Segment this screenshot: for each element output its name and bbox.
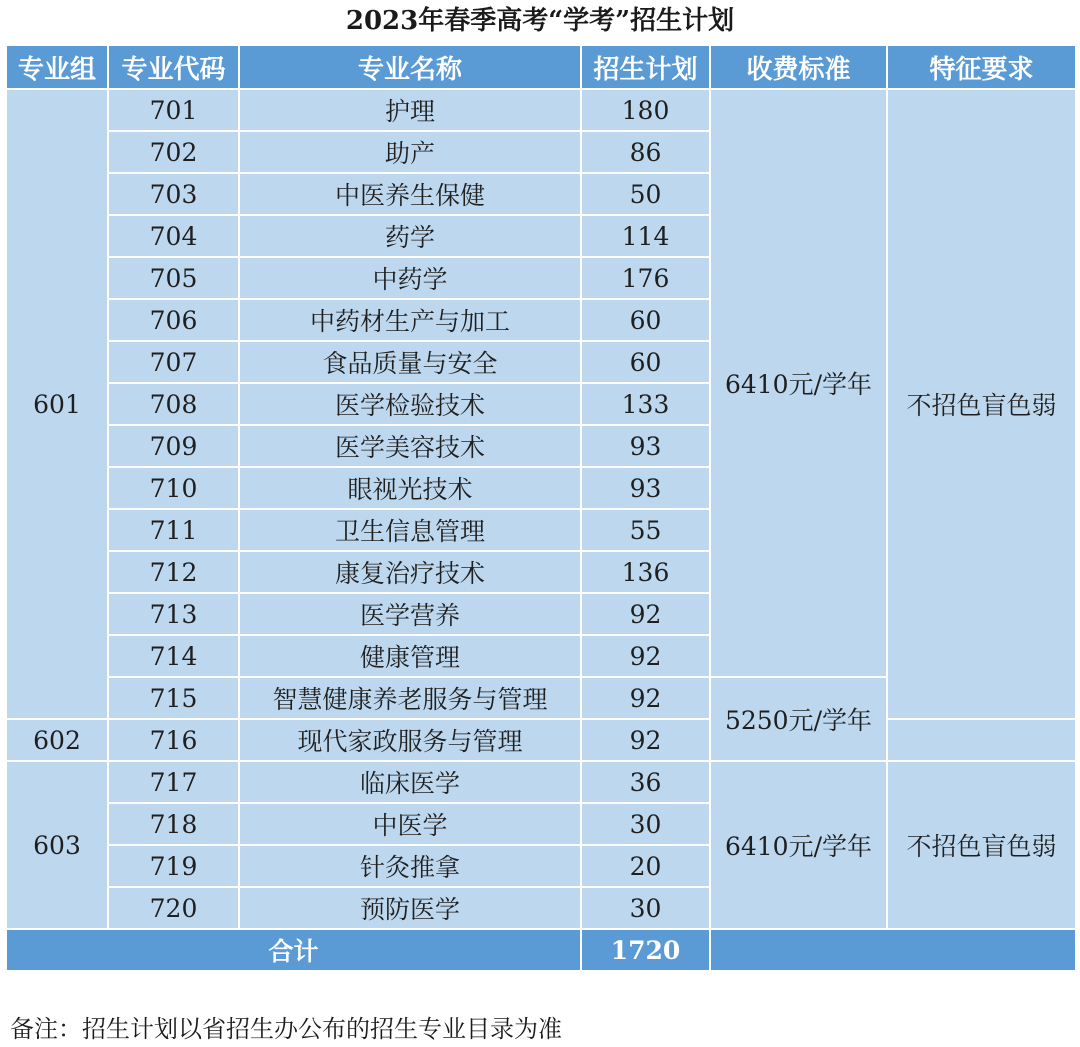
req-cell-empty: [887, 719, 1076, 761]
footnote: 备注：招生计划以省招生办公布的招生专业目录为准: [10, 1015, 562, 1043]
req-cell: 不招色盲色弱: [887, 89, 1076, 719]
code-cell: 719: [108, 845, 239, 887]
code-cell: 706: [108, 299, 239, 341]
plan-cell: 30: [581, 887, 710, 929]
name-cell: 中医学: [239, 803, 581, 845]
name-cell: 健康管理: [239, 635, 581, 677]
name-cell: 临床医学: [239, 761, 581, 803]
code-cell: 712: [108, 551, 239, 593]
plan-cell: 55: [581, 509, 710, 551]
plan-cell: 114: [581, 215, 710, 257]
table-row: [6, 761, 1076, 803]
code-cell: 714: [108, 635, 239, 677]
code-cell: 704: [108, 215, 239, 257]
plan-cell: 92: [581, 719, 710, 761]
code-cell: 720: [108, 887, 239, 929]
plan-cell: 176: [581, 257, 710, 299]
name-cell: 眼视光技术: [239, 467, 581, 509]
group-cell: 603: [6, 761, 108, 929]
code-cell: 716: [108, 719, 239, 761]
header-group: 专业组: [6, 45, 108, 89]
fee-cell: 5250元/学年: [710, 677, 887, 761]
name-cell: 现代家政服务与管理: [239, 719, 581, 761]
fee-cell: 6410元/学年: [710, 761, 887, 929]
code-cell: 707: [108, 341, 239, 383]
code-cell: 710: [108, 467, 239, 509]
fee-cell: 6410元/学年: [710, 89, 887, 677]
plan-cell: 50: [581, 173, 710, 215]
name-cell: 助产: [239, 131, 581, 173]
code-cell: 701: [108, 89, 239, 131]
header-fee: 收费标准: [710, 45, 887, 89]
plan-cell: 86: [581, 131, 710, 173]
plan-cell: 133: [581, 383, 710, 425]
name-cell: 康复治疗技术: [239, 551, 581, 593]
plan-cell: 136: [581, 551, 710, 593]
code-cell: 715: [108, 677, 239, 719]
name-cell: 医学美容技术: [239, 425, 581, 467]
name-cell: 智慧健康养老服务与管理: [239, 677, 581, 719]
plan-cell: 93: [581, 467, 710, 509]
plan-cell: 92: [581, 635, 710, 677]
name-cell: 中药学: [239, 257, 581, 299]
plan-cell: 60: [581, 341, 710, 383]
plan-cell: 92: [581, 593, 710, 635]
table-row: [6, 89, 1076, 131]
name-cell: 护理: [239, 89, 581, 131]
header-plan: 招生计划: [581, 45, 710, 89]
name-cell: 卫生信息管理: [239, 509, 581, 551]
plan-cell: 93: [581, 425, 710, 467]
page-title: 2023年春季高考“学考”招生计划: [345, 6, 735, 36]
enrollment-table: [5, 44, 1077, 972]
total-row: [6, 929, 1076, 971]
plan-cell: 30: [581, 803, 710, 845]
code-cell: 705: [108, 257, 239, 299]
plan-cell: 92: [581, 677, 710, 719]
name-cell: 中药材生产与加工: [239, 299, 581, 341]
code-cell: 718: [108, 803, 239, 845]
table-header-row: [6, 45, 1076, 89]
name-cell: 医学检验技术: [239, 383, 581, 425]
code-cell: 713: [108, 593, 239, 635]
name-cell: 食品质量与安全: [239, 341, 581, 383]
group-cell: 601: [6, 89, 108, 719]
code-cell: 702: [108, 131, 239, 173]
name-cell: 药学: [239, 215, 581, 257]
total-empty-cell: [710, 929, 1076, 971]
plan-cell: 60: [581, 299, 710, 341]
code-cell: 717: [108, 761, 239, 803]
code-cell: 703: [108, 173, 239, 215]
name-cell: 预防医学: [239, 887, 581, 929]
code-cell: 708: [108, 383, 239, 425]
req-cell: 不招色盲色弱: [887, 761, 1076, 929]
total-label: 合计: [6, 929, 581, 971]
header-req: 特征要求: [887, 45, 1076, 89]
name-cell: 医学营养: [239, 593, 581, 635]
plan-cell: 20: [581, 845, 710, 887]
plan-cell: 180: [581, 89, 710, 131]
code-cell: 711: [108, 509, 239, 551]
plan-cell: 36: [581, 761, 710, 803]
name-cell: 针灸推拿: [239, 845, 581, 887]
group-cell: 602: [6, 719, 108, 761]
header-name: 专业名称: [239, 45, 581, 89]
header-code: 专业代码: [108, 45, 239, 89]
total-value: 1720: [581, 929, 710, 971]
table-row: [6, 719, 1076, 761]
code-cell: 709: [108, 425, 239, 467]
name-cell: 中医养生保健: [239, 173, 581, 215]
